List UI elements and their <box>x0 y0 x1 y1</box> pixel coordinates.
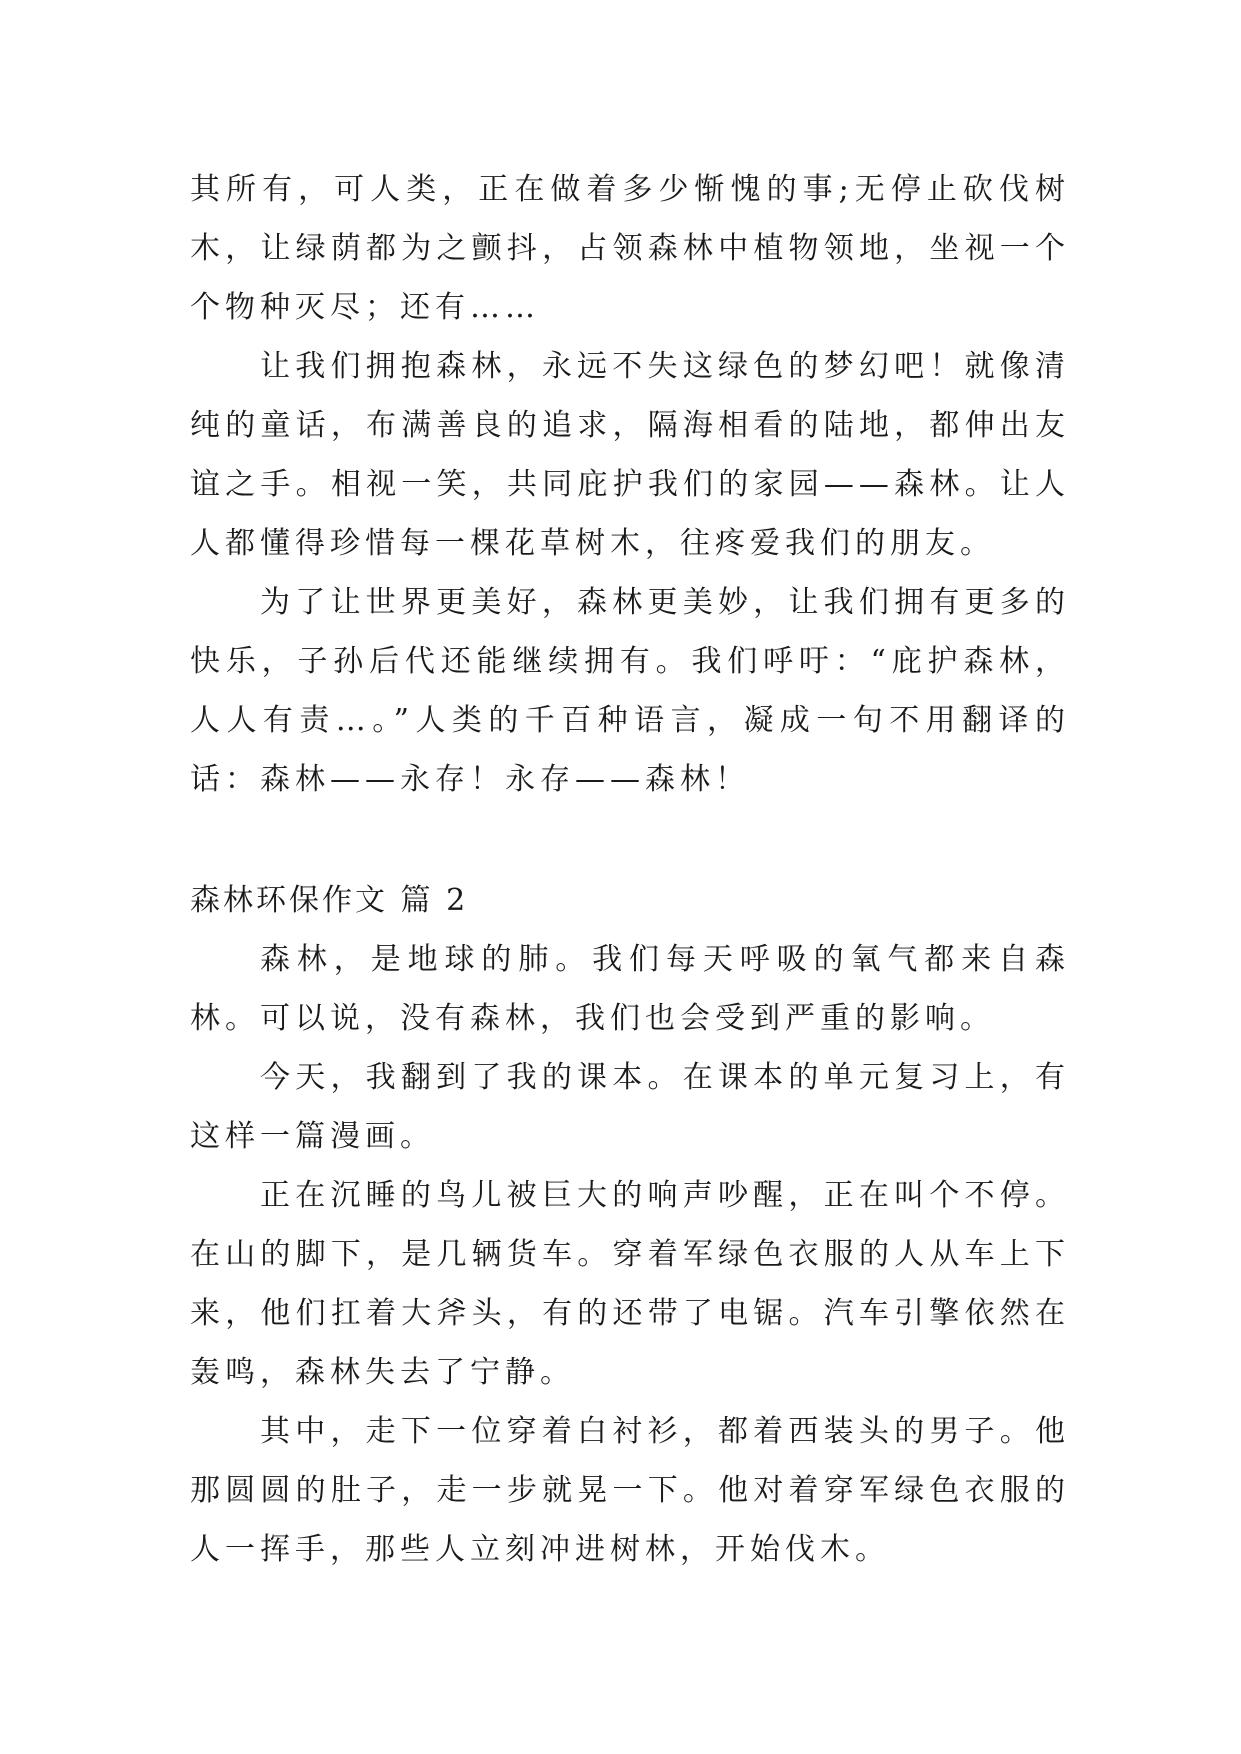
paragraph: 其所有，可人类，正在做着多少惭愧的事;无停止砍伐树木，让绿荫都为之颤抖，占领森林中植物领地，坐视一个个物种灭尽；还有…… <box>190 172 1070 325</box>
section-title: 森林环保作文 篇 2 <box>190 883 469 918</box>
paragraph: 其中，走下一位穿着白衬衫，都着西装头的男子。他那圆圆的肚子，走一步就晃一下。他对着穿军绿色衣服的人一挥手，那些人立刻冲进树林，开始伐木。 <box>190 1414 1070 1567</box>
paragraph: 为了让世界更美好，森林更美妙，让我们拥有更多的快乐，子孙后代还能继续拥有。我们呼吁：“庇护森林，人人有责…。”人类的千百种语言，凝成一句不用翻译的话：森林——永存！永存——森林！ <box>190 585 1070 797</box>
paragraph: 森林，是地球的肺。我们每天呼吸的氧气都来自森林。可以说，没有森林，我们也会受到严重的影响。 <box>190 942 1070 1036</box>
paragraph: 正在沉睡的鸟儿被巨大的响声吵醒，正在叫个不停。在山的脚下，是几辆货车。穿着军绿色衣服的人从车上下来，他们扛着大斧头，有的还带了电锯。汽车引擎依然在轰鸣，森林失去了宁静。 <box>190 1178 1070 1390</box>
document-page <box>190 160 1070 1579</box>
paragraph: 让我们拥抱森林，永远不失这绿色的梦幻吧！就像清纯的童话，布满善良的追求，隔海相看的陆地，都伸出友谊之手。相视一笑，共同庇护我们的家园——森林。让人人都懂得珍惜每一棵花草树木，往疼爱我们的朋友。 <box>190 349 1070 561</box>
paragraph: 今天，我翻到了我的课本。在课本的单元复习上，有这样一篇漫画。 <box>190 1060 1070 1154</box>
